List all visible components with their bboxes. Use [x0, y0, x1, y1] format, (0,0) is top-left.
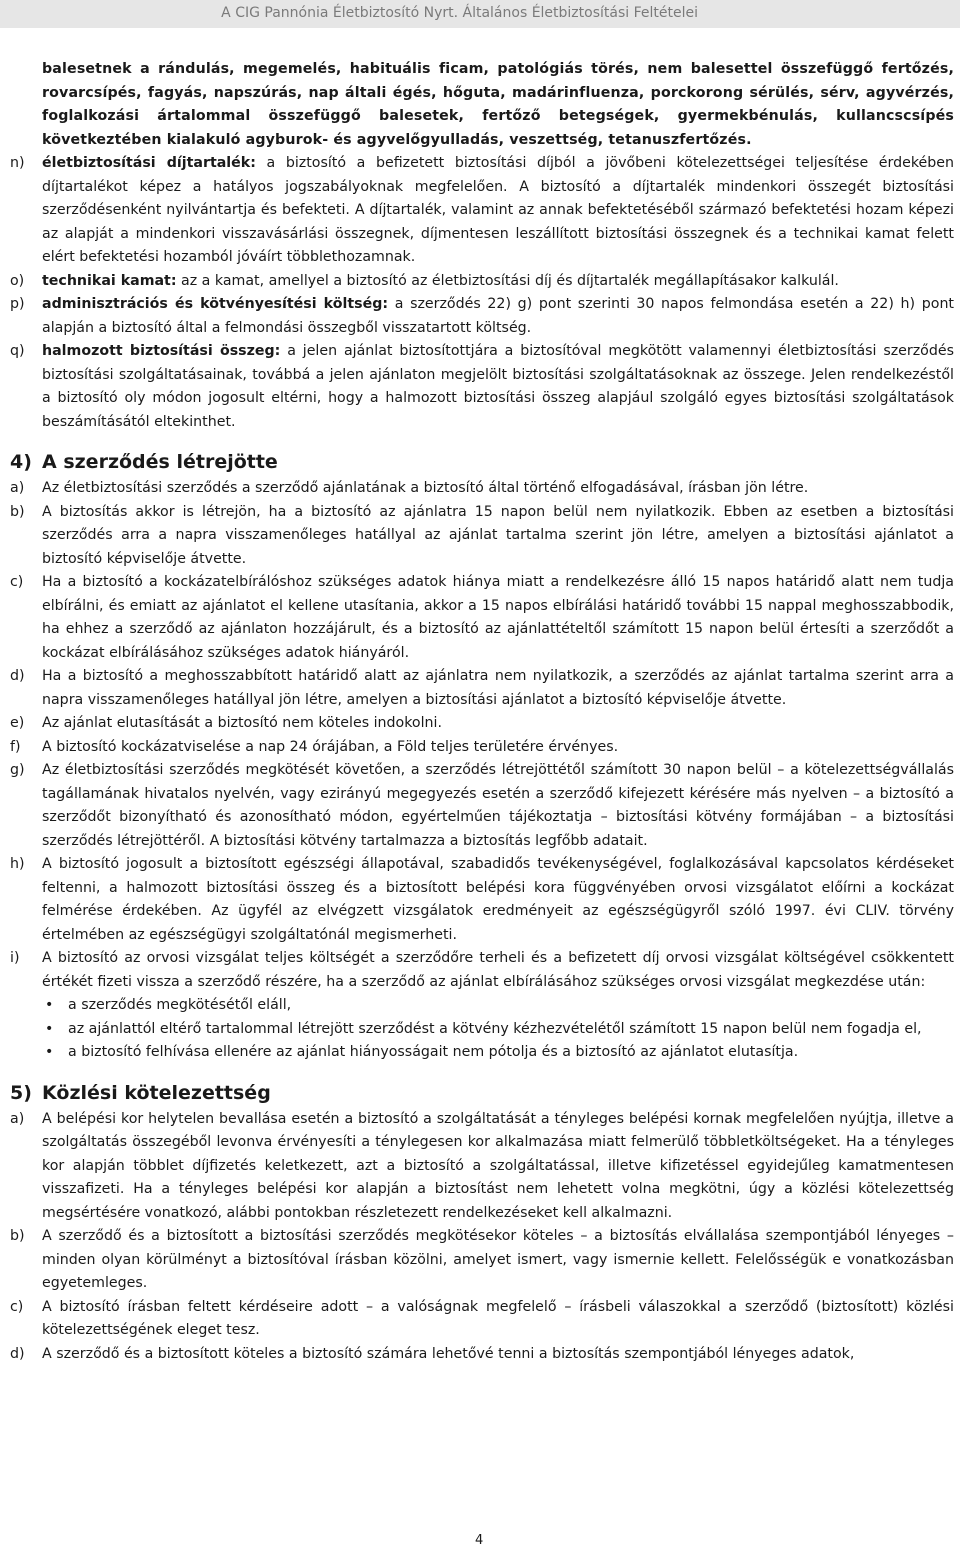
item-text: Az életbiztosítási szerződés a szerződő ajánlatának a biztosító által történő elfogadásával, írásban jön létre. [42, 480, 809, 496]
item-text: Az ajánlat elutasítását a biztosító nem köteles indokolni. [42, 715, 442, 731]
definition-item [10, 270, 954, 294]
item-label: d) [10, 1345, 25, 1362]
definitions-list [10, 152, 954, 434]
item-label: p) [10, 296, 25, 312]
section-5-items [10, 1108, 954, 1367]
definition-text: az a kamat, amellyel a biztosító az életbiztosítási díj és díjtartalék megállapításakor kalkulál. [176, 272, 839, 289]
item-text: A biztosító az orvosi vizsgálat teljes költségét a szerződőre terheli és a befizetett díj orvosi vizsgálat költségével csökkentett értékét fizeti vissza a szerződő részére, ha a szerződő az ajánlat elbírálásához szükséges orvosi vizsgálat megkezdése után: [42, 950, 954, 990]
item-label: c) [10, 574, 24, 590]
definition-term: technikai kamat: [42, 272, 177, 289]
item-text: Az életbiztosítási szerződés megkötését követően, a szerződés létrejöttétől számított 30 napon belül – a kötelezettségvállalás tagállamának hivatalos nyelvén, vagy ezirányú megegyezés esetén a szerződő kifejezett kérésére más nyelven – a biztosító a szerződőt bizonyítható és azonosítható módon, egyértelműen tájékoztatja – biztosítási kötvény formájában – a biztosítási szerződés létrejöttéről. A biztosítási kötvény tartalmazza a biztosítás legfőbb adatait. [42, 762, 954, 849]
item-label: i) [10, 950, 20, 966]
bullet-item [10, 994, 954, 1018]
definition-text: a biztosító a befizetett biztosítási díjból a jövőbeni kötelezettségei teljesítése érdekében díjtartalékot képez a hatályos jogszabályoknak megfelelően. A biztosító a díjtartalék mindenkori összegét biztosítási szerződésenként nyilvántartja és befekteti. A díjtartalék, valamint az annak befektetéséből származó befektetési hozam képezi az alapját a mindenkori visszavásárlási összegnek, díjmentesen leszállított biztosítási összegnek és a technikai kamat felett elért befektetési hozamból jóváírt többlethozamnak. [42, 155, 955, 265]
bullet-text: az ajánlattól eltérő tartalommal létrejött szerződést a kötvény kézhezvételétől számított 15 napon belül nem fogadja el, [68, 1020, 922, 1037]
item-text: A szerződő és a biztosított a biztosítási szerződés megkötésekor köteles – a biztosítás elvállalása szempontjából lényeges – minden olyan körülményt a biztosítóval írásban közölni, amelyet ismert, vagy ismernie kellett. Felelősségük e vonatkozásban egyetemleges. [42, 1228, 954, 1291]
item-text: A biztosító jogosult a biztosított egészségi állapotával, szabadidős tevékenységével, foglalkozásával kapcsolatos kérdéseket feltenni, a halmozott biztosítási összeg és a biztosított belépési kora függvényében orvosi vizsgálatot előírni a kockázat felmérése érdekében. Az ügyfél az elvégzett vizsgálatok eredményeit az egészségügyről szóló 1997. évi CLIV. törvény értelmében az egészségügyi szolgáltatónál megismerheti. [42, 856, 954, 943]
section-number: 4) [10, 451, 32, 473]
bullet-item [10, 1041, 954, 1065]
item-label: o) [10, 272, 25, 289]
bullet-icon: • [45, 1020, 54, 1037]
item-label: b) [10, 1228, 25, 1244]
document-body [10, 58, 954, 1366]
section-number: 5) [10, 1081, 32, 1104]
section-4-items [10, 477, 954, 1065]
section-title: A szerződés létrejötte [42, 451, 278, 473]
item-text: A biztosító kockázatviselése a nap 24 órájában, a Föld teljes területére érvényes. [42, 738, 619, 755]
definition-item [10, 152, 954, 270]
list-item [10, 477, 954, 501]
bullet-text: a biztosító felhívása ellenére az ajánlat hiányosságait nem pótolja és a biztosító az ajánlatot elutasítja. [68, 1044, 799, 1060]
definition-text: a szerződés 22) g) pont szerinti 30 napos felmondása esetén a 22) h) pont alapján a biztosító által a felmondási összegből visszatartott költség. [42, 296, 954, 336]
item-label: g) [10, 762, 25, 778]
definition-term: halmozott biztosítási összeg: [42, 343, 281, 359]
item-text: Ha a biztosító a meghosszabbított határidő alatt az ajánlatra nem nyilatkozik, a szerződés az ajánlat tartalma szerint arra a napra visszamenőleges hatállyal jön létre, amelyen a biztosítási ajánlatot a biztosító képviselője átvette. [42, 668, 954, 708]
bullet-icon: • [45, 997, 54, 1013]
item-label: q) [10, 343, 25, 359]
definition-item [10, 293, 954, 340]
item-text: Ha a biztosító a kockázatelbírálóshoz szükséges adatok hiánya miatt a rendelkezésre álló 15 napos határidő alatt nem tudja elbírálni, és emiatt az ajánlatot el kellene utasítania, akkor a 15 napos elbírálási határidő további 15 nappal meghosszabbodik, ha ehhez a szerződő az ajánlaton hozzájárult, és a biztosító az ajánlattételtől számított 15 napon belül értesíti a szerződőt a kockázat elbírálásához szükséges adatok hiányáról. [42, 574, 954, 661]
definition-term: adminisztrációs és kötvényesítési költség: [42, 296, 389, 312]
definition-item [10, 340, 954, 434]
item-label: d) [10, 668, 25, 684]
item-label: f) [10, 738, 21, 755]
header-title: A CIG Pannónia Életbiztosító Nyrt. Általános Életbiztosítási Feltételei [221, 5, 698, 21]
bullet-text: a szerződés megkötésétől eláll, [68, 997, 292, 1013]
item-text: A szerződő és a biztosított köteles a biztosító számára lehetővé tenni a biztosítás szempontjából lényeges adatok, [42, 1345, 855, 1362]
item-label: a) [10, 480, 25, 496]
item-label: c) [10, 1298, 24, 1315]
item-label: e) [10, 715, 25, 731]
list-item [10, 665, 954, 712]
bullet-item [10, 1018, 954, 1042]
item-text: A biztosító írásban feltett kérdéseire adott – a valóságnak megfelelő – írásbeli válaszokkal a szerződő (biztosított) közlési kötelezettségének eleget tesz. [42, 1298, 954, 1338]
definition-text: a jelen ajánlat biztosítottjára a biztosítóval megkötött valamennyi életbiztosítási szerződés biztosítási szolgáltatásainak, továbbá a jelen ajánlaton megjelölt biztosítási szolgáltatásoknak az összege. Jelen rendelkezéstől a biztosító oly módon jogosult eltérni, hogy a halmozott biztosítási összeg alapjául szolgáló egyes biztosítási szolgáltatások beszámításától eltekinthet. [42, 343, 954, 430]
intro-bold-text: balesetnek a rándulás, megemelés, habituális ficam, patológiás törés, nem balesettel összefüggő fertőzés, rovarcsípés, fagyás, napszúrás, nap általi égés, hőguta, madárinfluenza, porckorong sérülés, sérv, agyvérzés, foglalkozási ártalommal összefüggő balesetek, fertőző betegségek, gyermekbénulás, kullancscsípés következtében kialakuló agyburok- és agyvelőgyulladás, veszettség, tetanuszfertőzés. [42, 61, 954, 148]
item-label: h) [10, 856, 25, 872]
page-header [0, 0, 960, 28]
item-label: a) [10, 1110, 25, 1127]
list-item [10, 947, 954, 994]
item-label: n) [10, 155, 25, 171]
section-title: Közlési kötelezettség [42, 1081, 271, 1104]
section-heading-4 [10, 448, 954, 476]
list-item [10, 759, 954, 853]
bullet-icon: • [45, 1044, 54, 1060]
list-item [10, 736, 954, 760]
page-number: 4 [475, 1533, 484, 1548]
item-text: A biztosítás akkor is létrejön, ha a biztosító az ajánlatra 15 napon belül nem nyilatkozik. Ebben az esetben a biztosítási szerződés arra a napra visszamenőleges hatállyal az ajánlat tartalma szerint jön létre, amelyen a biztosítási ajánlatot a biztosító képviselője átvette. [42, 503, 954, 567]
list-item [10, 853, 954, 947]
list-item [10, 1108, 954, 1226]
list-item [10, 571, 954, 665]
section-heading-5 [10, 1079, 954, 1107]
list-item [10, 1343, 954, 1367]
definition-term: életbiztosítási díjtartalék: [42, 155, 256, 171]
list-item [10, 1296, 954, 1343]
list-item [10, 712, 954, 736]
item-text: A belépési kor helytelen bevallása esetén a biztosító a szolgáltatását a tényleges belépési kornak megfelelően nyújtja, illetve a szolgáltatás összegéből levonva érvényesíti a ténylegesen kor alkalmazása miatt felmerülő többletköltségeket. Ha a tényleges kor alapján többlet díjfizetés keletkezett, azt a biztosító a szolgáltatással, illetve kifizetéssel egyidejűleg kamatmentesen visszafizeti. Ha a tényleges belépési kor alapján a biztosítást nem lehetett volna megkötni, úgy a közlési kötelezettség megsértésére vonatkozó, alábbi pontokban részletezett rendelkezéseket kell alkalmazni. [42, 1110, 954, 1221]
item-label: b) [10, 503, 25, 520]
list-item [10, 501, 954, 572]
list-item [10, 1225, 954, 1296]
